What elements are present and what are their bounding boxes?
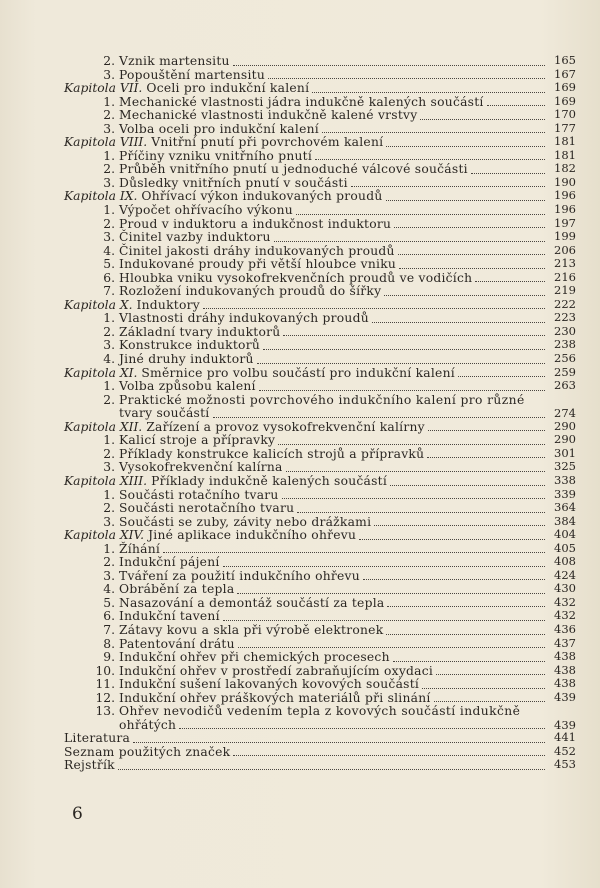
leader-dots [223, 562, 545, 567]
entry-title: Nasazování a demontáž součástí za tepla [119, 595, 385, 610]
entry-number: 1. [103, 94, 115, 109]
leader-dots [363, 575, 545, 580]
entry-title: Indukční tavení [119, 609, 220, 624]
entry-number: 1. [103, 487, 115, 502]
entry-title: Zátavy kovu a skla při výrobě elektronek [119, 622, 384, 637]
entry-page: 223 [554, 310, 576, 325]
leader-dots [259, 386, 545, 391]
chapter-label: Kapitola XIV. [64, 528, 145, 543]
leader-dots [296, 210, 545, 215]
leader-dots [286, 467, 545, 472]
entry-title: Součásti se zuby, závity nebo drážkami [119, 514, 372, 529]
entry-page: 167 [554, 66, 576, 81]
toc-entry [64, 662, 576, 679]
leader-dots [282, 494, 545, 499]
toc-chapter [64, 136, 576, 150]
entry-page: 222 [554, 296, 576, 311]
toc-chapter [64, 529, 576, 543]
leader-dots [487, 101, 545, 106]
entry-number: 2. [103, 216, 115, 231]
entry-page: 196 [554, 188, 576, 203]
entry-title: Seznam použitých značek [64, 744, 231, 759]
entry-page: 432 [554, 608, 576, 623]
entry-page: 170 [554, 107, 576, 122]
entry-number: 5. [103, 257, 115, 272]
toc-entry [64, 109, 576, 123]
entry-page: 338 [554, 472, 576, 487]
entry-page: 339 [554, 486, 576, 501]
toc-entry [64, 434, 576, 448]
entry-title: Volba oceli pro indukční kalení [119, 121, 319, 136]
entry-page: 439 [554, 689, 576, 704]
chapter-label: Kapitola IX. [64, 189, 138, 204]
leader-dots [351, 182, 545, 187]
toc-entry [64, 556, 576, 570]
entry-number: 4. [103, 243, 115, 258]
entry-title: Rejstřík [64, 758, 115, 773]
entry-title: Literatura [64, 731, 131, 746]
leader-dots [274, 237, 545, 242]
leader-dots [374, 521, 545, 526]
leader-dots [422, 684, 545, 689]
entry-page: 190 [554, 174, 576, 189]
entry-title: Obrábění za tepla [119, 582, 235, 597]
leader-dots [384, 291, 545, 296]
toc-entry [64, 583, 576, 597]
entry-title: Součásti rotačního tvaru [119, 487, 279, 502]
toc-entry [64, 540, 576, 557]
leader-dots [312, 88, 545, 93]
entry-page: 206 [554, 242, 576, 257]
entry-page: 432 [554, 594, 576, 609]
entry-page: 325 [554, 459, 576, 474]
entry-number: 8. [103, 636, 115, 651]
entry-page: 404 [554, 527, 576, 542]
entry-title: Mechanické vlastnosti jádra indukčně kalených součástí [119, 94, 484, 109]
toc-entry [64, 651, 576, 665]
toc-entry [64, 93, 576, 110]
chapter-label: Kapitola XIII. [64, 473, 148, 488]
entry-number: 4. [103, 582, 115, 597]
leader-dots [386, 142, 545, 147]
toc-entry [64, 120, 576, 137]
entry-title: Vznik martensitu [119, 54, 230, 68]
entry-title: Indukční pájení [119, 555, 220, 570]
entry-page: 263 [554, 378, 576, 393]
entry-number: 2. [103, 392, 115, 407]
entry-page: 182 [554, 161, 576, 176]
entry-page: 436 [554, 621, 576, 636]
entry-page: 438 [554, 649, 576, 664]
entry-title: Konstrukce induktorů [119, 338, 260, 353]
entry-number: 3. [103, 514, 115, 529]
chapter-title: Ohřívací výkon indukovaných proudů [141, 189, 383, 204]
entry-page: 274 [554, 406, 576, 421]
toc-entry [64, 394, 576, 421]
leader-dots [322, 128, 545, 133]
entry-page: 453 [554, 757, 576, 772]
entry-number: 1. [103, 541, 115, 556]
entry-page: 301 [554, 445, 576, 460]
entry-number: 2. [103, 446, 115, 461]
leader-dots [203, 304, 545, 309]
entry-title: Praktické možnosti povrchového indukčního kalení pro různé [119, 392, 525, 407]
entry-title: Příklady konstrukce kalicích strojů a přípravků [119, 446, 425, 461]
entry-number: 6. [103, 270, 115, 285]
entry-number: 7. [103, 284, 115, 299]
leader-dots [268, 74, 545, 79]
entry-page: 430 [554, 581, 576, 596]
entry-number: 12. [95, 690, 115, 705]
toc-entry [64, 231, 576, 245]
entry-number: 2. [103, 54, 115, 68]
entry-number: 11. [95, 677, 115, 692]
entry-number: 1. [103, 379, 115, 394]
entry-page: 216 [554, 269, 576, 284]
toc-entry [64, 621, 576, 638]
entry-number: 3. [103, 568, 115, 583]
entry-number: 2. [103, 501, 115, 516]
entry-number: 3. [103, 67, 115, 82]
entry-number: 3. [103, 338, 115, 353]
entry-title: Vlastnosti dráhy indukovaných proudů [119, 311, 369, 326]
entry-page: 441 [554, 730, 576, 745]
leader-dots [233, 751, 545, 756]
entry-page: 169 [554, 93, 576, 108]
entry-page: 405 [554, 540, 576, 555]
chapter-title: Zařízení a provoz vysokofrekvenční kalírny [146, 419, 425, 434]
entry-title: Jiné druhy induktorů [119, 352, 254, 367]
leader-dots [372, 318, 545, 323]
toc-entry [64, 353, 576, 367]
toc-chapter [64, 82, 576, 96]
entry-page: 169 [554, 80, 576, 95]
entry-title: Indukční ohřev při chemických procesech [119, 650, 390, 665]
toc-entry [64, 258, 576, 272]
leader-dots [427, 453, 545, 458]
table-of-contents [64, 55, 576, 773]
leader-dots [436, 670, 545, 675]
entry-page: 256 [554, 351, 576, 366]
entry-title: Průběh vnitřního pnutí u jednoduché válcové součásti [119, 162, 468, 177]
entry-number: 2. [103, 108, 115, 123]
entry-page: 437 [554, 635, 576, 650]
entry-page: 438 [554, 662, 576, 677]
entry-title: Žíhání [119, 541, 161, 556]
toc-entry [64, 461, 576, 475]
leader-dots [238, 643, 545, 648]
entry-title: Hloubka vniku vysokofrekvenčních proudů ve vodičích [119, 270, 473, 285]
entry-title: Součásti nerotačního tvaru [119, 501, 295, 516]
entry-page: 238 [554, 337, 576, 352]
toc-entry [64, 732, 576, 746]
entry-title: Mechanické vlastnosti indukčně kalené vrstvy [119, 108, 418, 123]
toc-entry [64, 610, 576, 624]
toc-entry [64, 163, 576, 177]
entry-page: 438 [554, 676, 576, 691]
leader-dots [387, 602, 545, 607]
entry-number: 3. [103, 175, 115, 190]
entry-number: 1. [103, 433, 115, 448]
leader-dots [398, 250, 545, 255]
leader-dots [458, 372, 545, 377]
leader-dots [283, 331, 545, 336]
entry-page: 424 [554, 567, 576, 582]
leader-dots [475, 277, 545, 282]
entry-number: 7. [103, 622, 115, 637]
entry-number: 1. [103, 148, 115, 163]
entry-page: 452 [554, 743, 576, 758]
toc-entry [64, 312, 576, 326]
entry-page: 177 [554, 120, 576, 135]
toc-entry [64, 678, 576, 692]
toc-entry [64, 204, 576, 218]
toc-entry [64, 66, 576, 83]
toc-entry [64, 339, 576, 353]
entry-number: 13. [95, 704, 115, 719]
entry-page: 197 [554, 215, 576, 230]
chapter-label: Kapitola VII. [64, 81, 143, 96]
toc-entry [64, 486, 576, 503]
entry-title: Popouštění martensitu [119, 67, 266, 82]
toc-entry [64, 502, 576, 516]
leader-dots [163, 548, 545, 553]
entry-title: Základní tvary induktorů [119, 324, 281, 339]
entry-title: Kalicí stroje a přípravky [119, 433, 276, 448]
toc-entry [64, 567, 576, 584]
entry-page: 213 [554, 256, 576, 271]
entry-title: Vysokofrekvenční kalírna [119, 460, 283, 475]
toc-entry [64, 594, 576, 611]
toc-entry [64, 513, 576, 530]
entry-title: Příčiny vzniku vnitřního pnutí [119, 148, 313, 163]
leader-dots [213, 413, 546, 418]
entry-number: 10. [95, 663, 115, 678]
leader-dots [420, 115, 545, 120]
entry-page: 439 [554, 717, 576, 732]
entry-title: Indukční sušení lakovaných kovových součástí [119, 677, 420, 692]
leader-dots [471, 169, 545, 174]
entry-page: 384 [554, 513, 576, 528]
leader-dots [133, 738, 545, 743]
entry-title: Volba způsobu kalení [119, 379, 256, 394]
toc-entry [64, 635, 576, 652]
entry-number: 9. [103, 650, 115, 665]
entry-number: 2. [103, 162, 115, 177]
leader-dots [386, 196, 546, 201]
chapter-title: Oceli pro indukční kalení [146, 81, 310, 96]
leader-dots [393, 657, 545, 662]
entry-page: 199 [554, 229, 576, 244]
entry-page: 196 [554, 202, 576, 217]
chapter-label: Kapitola XI. [64, 365, 138, 380]
leader-dots [297, 508, 545, 513]
entry-number: 1. [103, 203, 115, 218]
entry-number: 3. [103, 460, 115, 475]
entry-title: Činitel vazby induktoru [119, 230, 271, 245]
leader-dots [263, 345, 545, 350]
entry-title: Proud v induktoru a indukčnost induktoru [119, 216, 392, 231]
toc-entry [64, 285, 576, 299]
entry-title: Důsledky vnitřních pnutí v součásti [119, 175, 348, 190]
leader-dots [434, 697, 545, 702]
toc-entry [64, 242, 576, 259]
toc-entry [64, 445, 576, 462]
chapter-label: Kapitola X. [64, 297, 133, 312]
entry-title: Indukční ohřev práškových materiálů při slinání [119, 690, 431, 705]
leader-dots [278, 440, 545, 445]
entry-page: 290 [554, 418, 576, 433]
chapter-title: Jiné aplikace indukčního ohřevu [148, 528, 357, 543]
entry-title: Tváření za použití indukčního ohřevu [119, 568, 360, 583]
chapter-label: Kapitola VIII. [64, 135, 148, 150]
leader-dots [386, 630, 545, 635]
entry-title-continued: tvary součástí [119, 406, 210, 421]
entry-number: 6. [103, 609, 115, 624]
entry-page: 181 [554, 134, 576, 149]
entry-page: 230 [554, 323, 576, 338]
entry-number: 3. [103, 121, 115, 136]
leader-dots [233, 61, 545, 66]
leader-dots [179, 724, 545, 729]
chapter-title: Vnitřní pnutí při povrchovém kalení [151, 135, 384, 150]
toc-chapter [64, 472, 576, 489]
page-number: 6 [72, 804, 83, 824]
entry-number: 2. [103, 555, 115, 570]
entry-number: 1. [103, 311, 115, 326]
toc-entry [64, 705, 576, 732]
leader-dots [390, 481, 545, 486]
chapter-title: Směrnice pro volbu součástí pro indukční kalení [141, 365, 455, 380]
toc-entry [64, 55, 576, 69]
entry-number: 4. [103, 352, 115, 367]
toc-entry [64, 759, 576, 773]
toc-entry [64, 380, 576, 394]
entry-title: Činitel jakosti dráhy indukovaných proudů [119, 243, 395, 258]
leader-dots [118, 765, 545, 770]
entry-page: 408 [554, 554, 576, 569]
entry-page: 290 [554, 432, 576, 447]
entry-number: 2. [103, 324, 115, 339]
entry-title: Indukční ohřev v prostředí zabraňujícím oxydaci [119, 663, 434, 678]
entry-title: Rozložení indukovaných proudů do šířky [119, 284, 382, 299]
entry-title: Ohřev nevodičů vedením tepla z kovových součástí indukčně [119, 704, 521, 719]
leader-dots [315, 155, 545, 160]
toc-chapter [64, 190, 576, 204]
entry-title-continued: ohřátých [119, 717, 177, 732]
entry-page: 364 [554, 500, 576, 515]
entry-page: 219 [554, 283, 576, 298]
entry-title: Indukované proudy při větší hloubce vniku [119, 257, 397, 272]
leader-dots [428, 426, 545, 431]
entry-page: 181 [554, 147, 576, 162]
entry-page: 165 [554, 53, 576, 67]
entry-title: Patentování drátu [119, 636, 235, 651]
entry-title: Výpočet ohřívacího výkonu [119, 203, 293, 218]
chapter-title: Induktory [136, 297, 200, 312]
chapter-label: Kapitola XII. [64, 419, 143, 434]
chapter-title: Příklady indukčně kalených součástí [151, 473, 388, 488]
leader-dots [257, 359, 545, 364]
leader-dots [237, 589, 545, 594]
leader-dots [399, 264, 545, 269]
entry-number: 5. [103, 595, 115, 610]
entry-page: 259 [554, 364, 576, 379]
entry-number: 3. [103, 230, 115, 245]
toc-chapter [64, 418, 576, 435]
leader-dots [223, 616, 545, 621]
leader-dots [359, 535, 545, 540]
toc-entry [64, 743, 576, 760]
leader-dots [394, 223, 545, 228]
